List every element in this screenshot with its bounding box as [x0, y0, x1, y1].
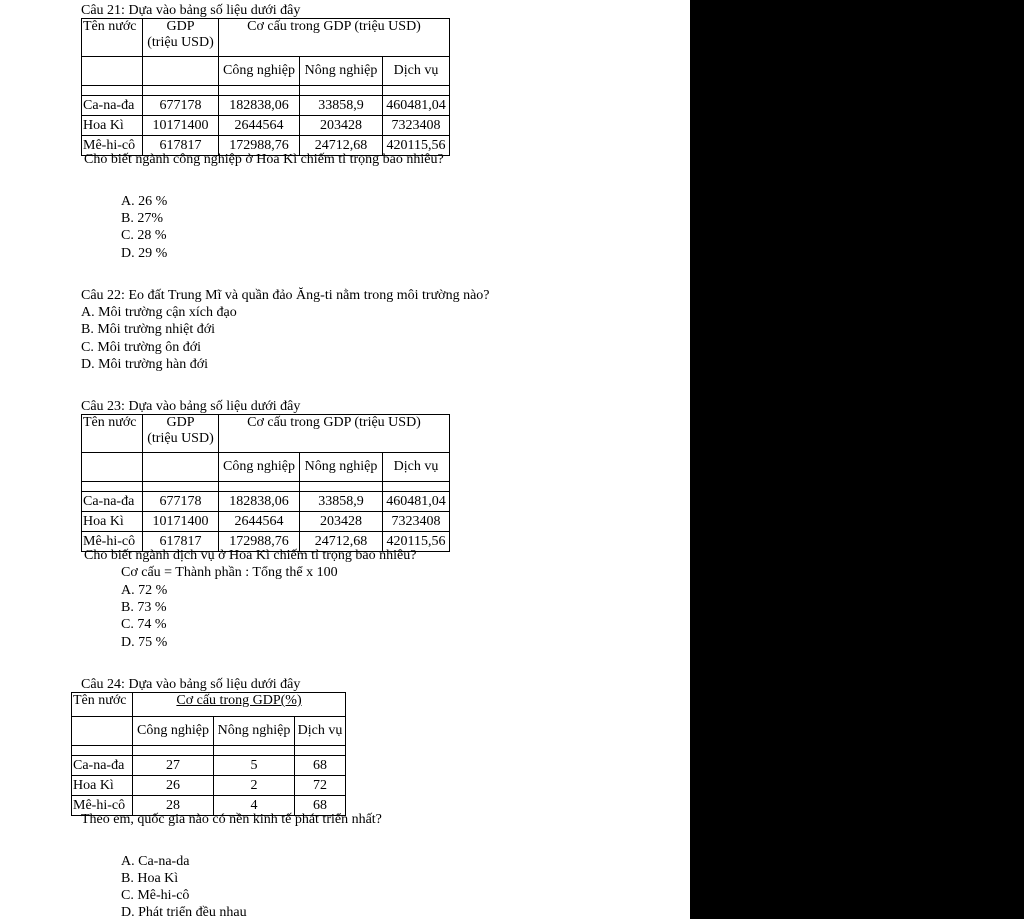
q21-header-agriculture: Nông nghiệp: [300, 57, 383, 86]
q23-header-industry: Công nghiệp: [219, 453, 300, 482]
q21-header-gdp: GDP (triệu USD): [143, 19, 219, 57]
table-row: Ca-na-đa 677178 182838,06 33858,9 460481,04: [82, 96, 450, 116]
q24-header-country: Tên nước: [72, 693, 133, 717]
q23-header-gdp: GDP (triệu USD): [143, 415, 219, 453]
black-side-panel: [690, 0, 1024, 919]
q24-option-a: A. Ca-na-da: [121, 854, 190, 869]
q21-table: [81, 18, 450, 156]
q22-option-c: C. Môi trường ôn đới: [81, 340, 202, 355]
table-row: Hoa Kì 10171400 2644564 203428 7323408: [82, 116, 450, 136]
q24-question: Theo em, quốc gia nào có nền kinh tế phát triển nhất?: [81, 812, 382, 827]
table-row: Hoa Kì 10171400 2644564 203428 7323408: [82, 512, 450, 532]
q22-title: Câu 22: Eo đất Trung Mĩ và quần đảo Ăng-ti nằm trong môi trường nào?: [81, 288, 490, 303]
q24-header-services: Dịch vụ: [295, 717, 346, 746]
q22-option-a: A. Môi trường cận xích đạo: [81, 305, 237, 320]
q23-header-services: Dịch vụ: [383, 453, 450, 482]
q23-header-agriculture: Nông nghiệp: [300, 453, 383, 482]
q23-header-country: Tên nước: [82, 415, 143, 453]
q24-option-c: C. Mê-hi-cô: [121, 888, 190, 903]
table-row: Hoa Kì 26 2 72: [72, 776, 346, 796]
q23-option-b: B. 73 %: [121, 600, 167, 615]
table-row: Mê-hi-cô 617817 172988,76 24712,68 420115,56: [82, 532, 450, 552]
table-row: Mê-hi-cô 28 4 68: [72, 796, 346, 816]
q24-table: [71, 692, 346, 816]
q23-question: Cho biết ngành dịch vụ ở Hoa Kì chiếm tỉ trọng bao nhiêu?: [84, 548, 417, 563]
q21-question: Cho biết ngành công nghiệp ở Hoa Kì chiếm tỉ trọng bao nhiêu?: [84, 152, 444, 167]
q21-header-industry: Công nghiệp: [219, 57, 300, 86]
q23-title: Câu 23: Dựa vào bảng số liệu dưới đây: [81, 399, 301, 414]
q24-option-d: D. Phát triển đều nhau: [121, 905, 247, 920]
q23-hint: Cơ cấu = Thành phần : Tổng thể x 100: [121, 565, 338, 580]
q24-title: Câu 24: Dựa vào bảng số liệu dưới đây: [81, 677, 301, 692]
q21-header-structure: Cơ cấu trong GDP (triệu USD): [219, 19, 450, 57]
q21-option-b: B. 27%: [121, 211, 163, 226]
q23-header-structure: Cơ cấu trong GDP (triệu USD): [219, 415, 450, 453]
q24-header-industry: Công nghiệp: [133, 717, 214, 746]
q23-option-d: D. 75 %: [121, 635, 168, 650]
q24-option-b: B. Hoa Kì: [121, 871, 179, 886]
table-row: Ca-na-đa 27 5 68: [72, 756, 346, 776]
q24-header-structure: Cơ cấu trong GDP(%): [133, 693, 346, 717]
q21-title: Câu 21: Dựa vào bảng số liệu dưới đây: [81, 3, 301, 18]
q21-option-d: D. 29 %: [121, 246, 168, 261]
table-row: Ca-na-đa 677178 182838,06 33858,9 460481,04: [82, 492, 450, 512]
q23-table: [81, 414, 450, 552]
table-row: Mê-hi-cô 617817 172988,76 24712,68 420115,56: [82, 136, 450, 156]
q22-option-d: D. Môi trường hàn đới: [81, 357, 208, 372]
q21-option-c: C. 28 %: [121, 228, 167, 243]
q21-option-a: A. 26 %: [121, 194, 168, 209]
q23-option-a: A. 72 %: [121, 583, 168, 598]
q24-header-agriculture: Nông nghiệp: [214, 717, 295, 746]
q23-option-c: C. 74 %: [121, 617, 167, 632]
q22-option-b: B. Môi trường nhiệt đới: [81, 322, 216, 337]
q21-header-services: Dịch vụ: [383, 57, 450, 86]
q21-header-country: Tên nước: [82, 19, 143, 57]
